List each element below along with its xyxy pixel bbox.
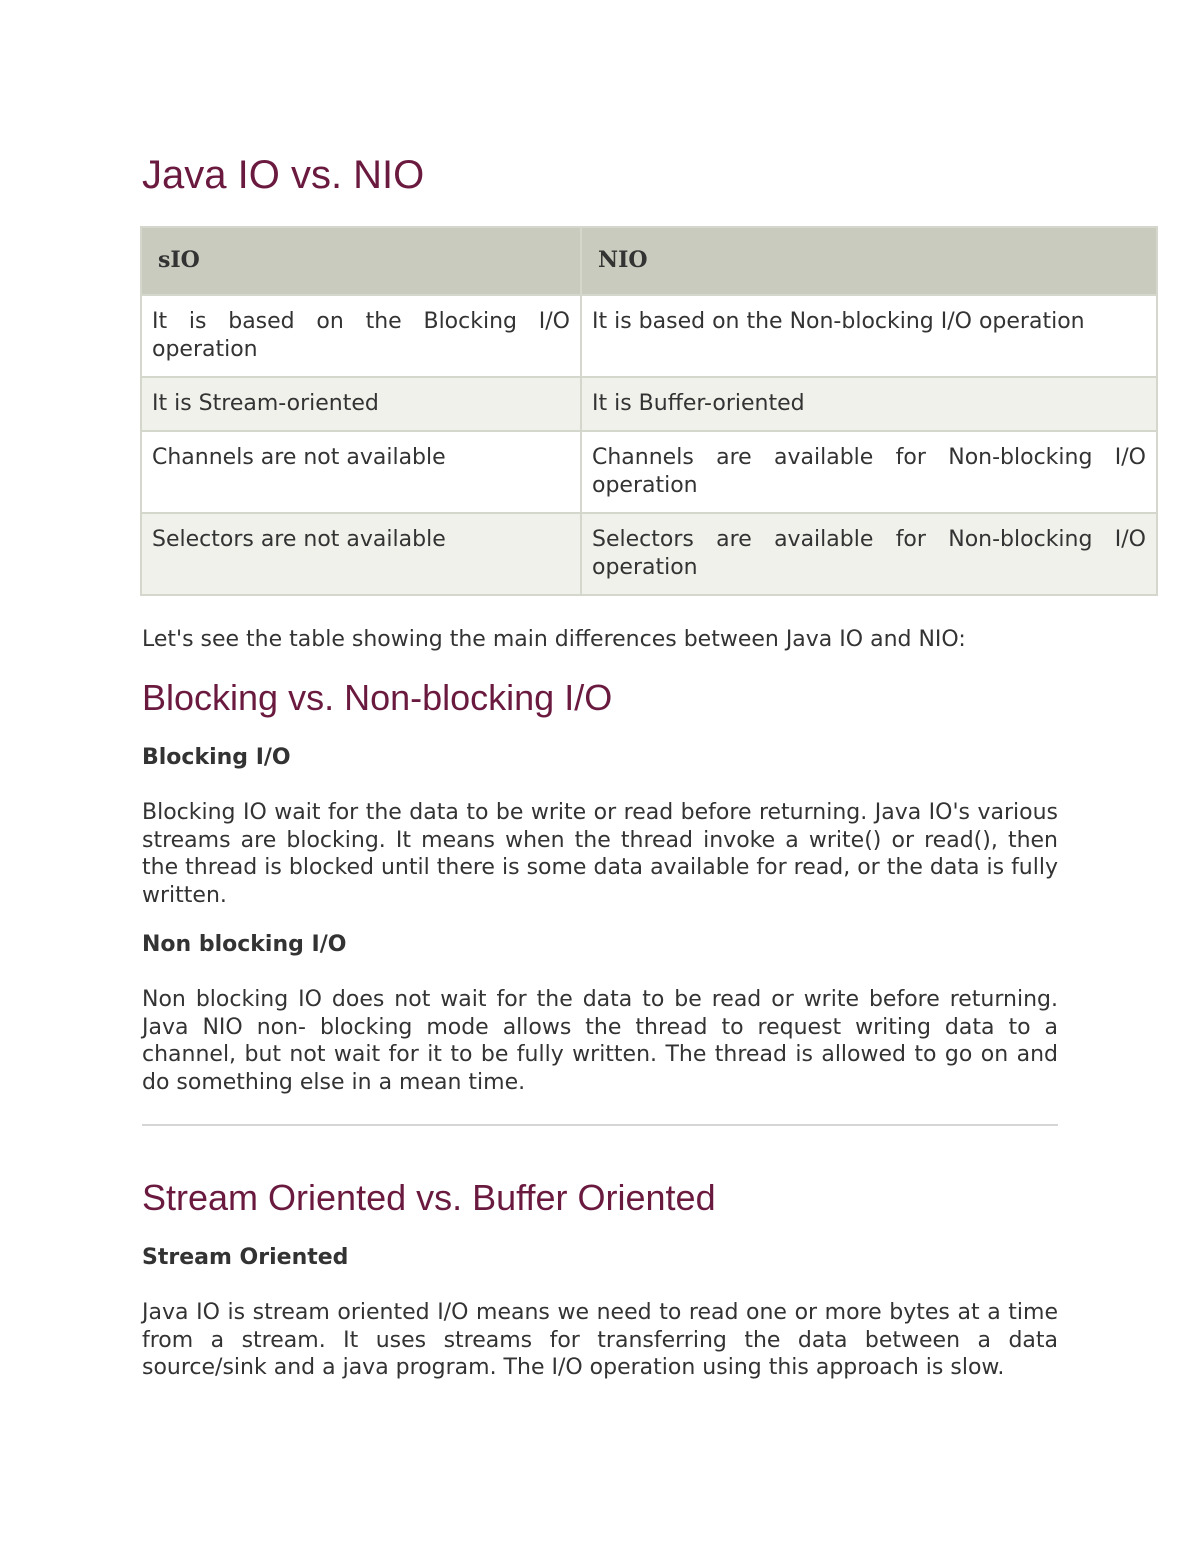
table-lead-text: Let's see the table showing the main differences between Java IO and NIO: [142,627,966,652]
table-row [141,513,1157,595]
table-header-row [141,227,1157,295]
table-cell-nio: Channels are available for Non-blocking I/O operation [581,431,1157,513]
table-cell-io: Selectors are not available [141,513,581,595]
paragraph-non-blocking-io: Non blocking IO does not wait for the data to be read or write before returning. Java NIO non- blocking mode allows the thread to request writing data to a channel, but not wait for it to be fully written. The thread is allowed to go on and do something else in a mean time. [142,987,1058,1095]
table-row [141,431,1157,513]
table-cell-nio: It is Buffer-oriented [581,377,1157,431]
section-heading-blocking: Blocking vs. Non-blocking I/O [142,677,613,718]
section-heading-stream-buffer: Stream Oriented vs. Buffer Oriented [142,1177,716,1218]
table-row [141,377,1157,431]
table-header-nio: NIO [581,227,1157,295]
subheading-blocking-io: Blocking I/O [142,745,291,770]
paragraph-blocking-io: Blocking IO wait for the data to be write or read before returning. Java IO's various streams are blocking. It means when the thread invoke a write() or read(), then the thread is blocked until there is some data available for read, or the data is fully written. [142,800,1058,908]
table-cell-io: It is based on the Blocking I/O operation [141,295,581,377]
section-divider [142,1124,1058,1126]
paragraph-stream-oriented: Java IO is stream oriented I/O means we need to read one or more bytes at a time from a stream. It uses streams for transferring the data between a data source/sink and a java program. The I/O operation using this approach is slow. [142,1300,1058,1380]
subheading-stream-oriented: Stream Oriented [142,1245,349,1270]
page-title: Java IO vs. NIO [142,153,425,197]
table-cell-io: It is Stream-oriented [141,377,581,431]
table-header-io: sIO [141,227,581,295]
comparison-table [140,226,1158,596]
table-cell-nio: It is based on the Non-blocking I/O operation [581,295,1157,377]
table-cell-nio: Selectors are available for Non-blocking I/O operation [581,513,1157,595]
table-row [141,295,1157,377]
subheading-non-blocking-io: Non blocking I/O [142,932,347,957]
document-page [142,150,1157,1382]
table-cell-io: Channels are not available [141,431,581,513]
